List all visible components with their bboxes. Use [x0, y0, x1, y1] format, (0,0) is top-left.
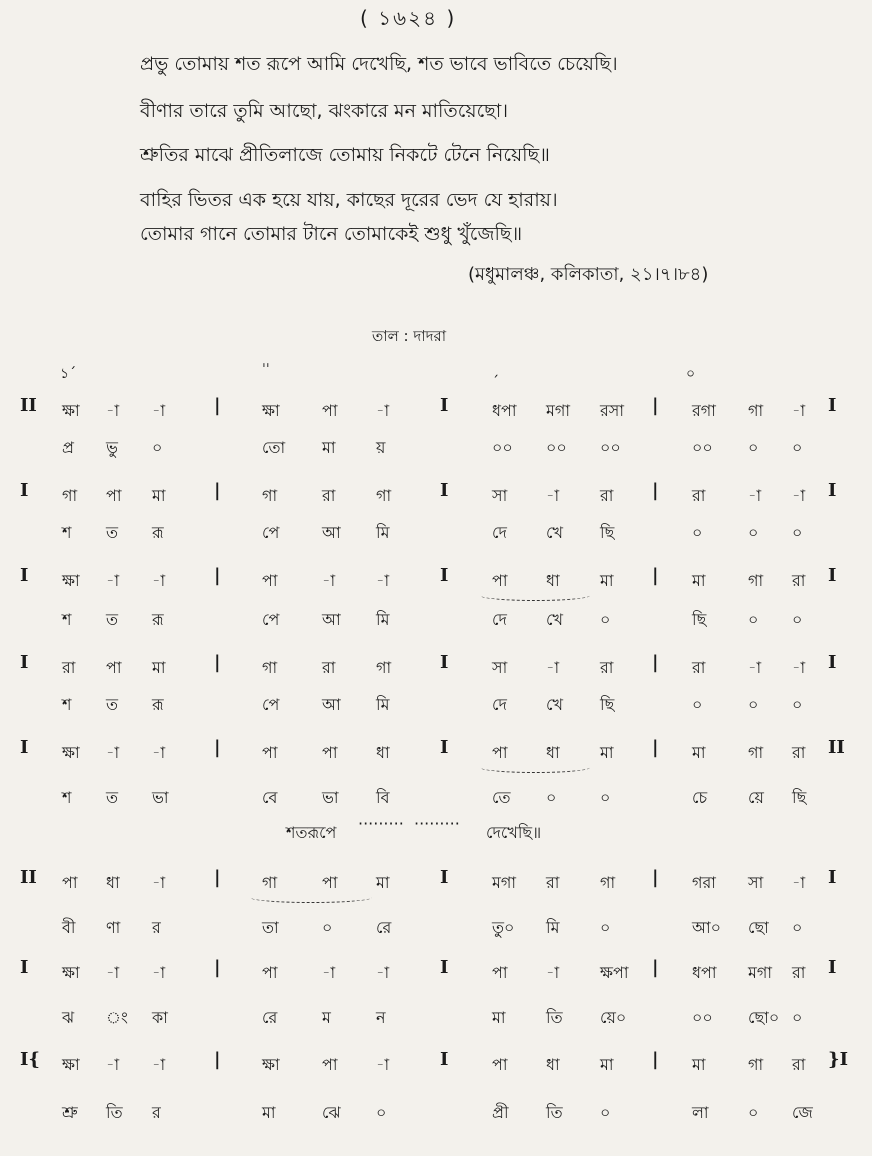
lyric-syllable: ০	[792, 1008, 803, 1027]
lyric-syllable: ০	[792, 438, 803, 457]
taal-label: তাল : দাদরা	[372, 327, 447, 345]
swara-note: গা	[748, 1055, 764, 1074]
lyric-syllable: ০	[600, 1103, 611, 1122]
lyric-syllable: ঝ	[62, 1008, 75, 1027]
lyric-syllable: ছি	[692, 610, 707, 629]
swara-note: রা	[600, 486, 614, 505]
barline: I	[20, 565, 29, 586]
barline: I	[440, 1049, 449, 1070]
lyric-syllable: দে	[492, 610, 507, 629]
swara-note: -া	[748, 486, 762, 505]
lyric-syllable: তু০	[492, 918, 515, 937]
swara-note: রগা	[692, 401, 716, 420]
beat-marker-2: ˈˈ	[262, 362, 270, 378]
swara-note: গা	[376, 486, 392, 505]
barline: I	[828, 565, 837, 586]
lyric-syllable-row	[0, 1100, 872, 1126]
swara-note: পা	[322, 401, 338, 420]
barline: |	[652, 867, 659, 888]
lyric-line-3: শ্রুতির মাঝে প্রীতিলাজে তোমায় নিকটে টেনে নিয়েছি॥	[140, 144, 550, 166]
swara-note: ধা	[546, 571, 560, 590]
swara-note: মা	[152, 658, 166, 677]
barline: |	[652, 957, 659, 978]
barline: I	[440, 480, 449, 501]
lyric-syllable: ত	[106, 610, 119, 629]
swara-note: রা	[792, 1055, 806, 1074]
lyric-syllable: ০	[600, 610, 611, 629]
barline: |	[652, 395, 659, 416]
swara-note: গা	[748, 743, 764, 762]
lyric-syllable: ০	[748, 438, 759, 457]
swara-note: গা	[748, 401, 764, 420]
lyric-syllable: খে	[546, 610, 563, 629]
lyric-syllable: পে	[262, 523, 280, 542]
lyric-syllable: ০	[692, 523, 703, 542]
swara-note: মা	[600, 1055, 614, 1074]
swara-row	[0, 480, 872, 509]
lyric-syllable: ০	[692, 695, 703, 714]
barline: I	[828, 480, 837, 501]
lyric-syllable: পে	[262, 695, 280, 714]
swara-note: গা	[262, 873, 278, 892]
lyric-syllable: ০	[546, 788, 557, 807]
lyric-syllable: রে	[262, 1008, 278, 1027]
swara-note: ক্ষা	[62, 401, 80, 420]
lyric-syllable: ০	[748, 1103, 759, 1122]
barline: I	[440, 565, 449, 586]
lyric-syllable: ০	[792, 918, 803, 937]
lyric-syllable: পে	[262, 610, 280, 629]
lyric-syllable: ণা	[106, 918, 121, 937]
refrain-dots-1: ·········	[358, 814, 404, 833]
lyric-syllable: ং	[106, 1008, 128, 1027]
lyric-syllable: ০০	[546, 438, 567, 457]
lyric-syllable: খে	[546, 523, 563, 542]
swara-note: রা	[62, 658, 76, 677]
swara-note: -া	[152, 571, 166, 590]
swara-note: মা	[600, 571, 614, 590]
swara-note: পা	[492, 743, 508, 762]
swara-note: সা	[492, 486, 508, 505]
swara-note: ক্ষা	[262, 1055, 280, 1074]
swara-note: -া	[792, 401, 806, 420]
barline: |	[214, 480, 221, 501]
lyric-syllable: ০	[600, 918, 611, 937]
lyric-syllable: রূ	[152, 523, 164, 542]
lyric-syllable: রূ	[152, 610, 164, 629]
lyric-syllable: র	[152, 918, 161, 937]
swara-note: রা	[692, 658, 706, 677]
lyric-syllable: ০	[322, 918, 333, 937]
refrain-label: শতরূপে	[286, 823, 337, 842]
barline: |	[214, 395, 221, 416]
barline: |	[652, 480, 659, 501]
lyric-syllable: ছো	[748, 918, 769, 937]
swara-note: -া	[106, 571, 120, 590]
swara-note: -া	[792, 486, 806, 505]
barline: I	[20, 737, 29, 758]
lyric-syllable-row	[0, 1005, 872, 1031]
lyric-syllable: ছি	[792, 788, 807, 807]
swara-note: মা	[692, 743, 706, 762]
swara-row	[0, 867, 872, 896]
lyric-syllable: ত	[106, 788, 119, 807]
swara-note: গা	[748, 571, 764, 590]
lyric-syllable: তে	[492, 788, 511, 807]
barline: I	[20, 480, 29, 501]
swara-note: সা	[492, 658, 508, 677]
lyric-syllable: য়ে০	[600, 1008, 627, 1027]
swara-note: গা	[376, 658, 392, 677]
lyric-syllable: ০	[748, 610, 759, 629]
barline: |	[214, 565, 221, 586]
meend-arc	[250, 892, 372, 903]
swara-note: পা	[62, 873, 78, 892]
lyric-syllable: ০	[600, 788, 611, 807]
barline: |	[214, 652, 221, 673]
lyric-syllable: শ	[62, 523, 72, 542]
barline: }I	[828, 1049, 848, 1070]
swara-row	[0, 957, 872, 986]
swara-note: -া	[152, 743, 166, 762]
swara-note: ধা	[546, 743, 560, 762]
barline: II	[20, 395, 37, 416]
lyric-syllable: ০	[792, 695, 803, 714]
swara-note: -া	[748, 658, 762, 677]
swara-note: -া	[106, 963, 120, 982]
barline: I	[440, 737, 449, 758]
lyric-syllable: ত	[106, 523, 119, 542]
lyric-syllable: তো	[262, 438, 286, 457]
lyric-syllable: রে	[376, 918, 392, 937]
lyric-syllable-row	[0, 435, 872, 461]
barline: I	[828, 957, 837, 978]
swara-note: -া	[322, 571, 336, 590]
swara-note: গরা	[692, 873, 716, 892]
composition-credit: (মধুমালঞ্চ, কলিকাতা, ২১।৭।৮৪)	[468, 264, 709, 285]
lyric-syllable: মা	[492, 1008, 506, 1027]
swara-note: রা	[322, 486, 336, 505]
lyric-syllable: প্রী	[492, 1103, 509, 1122]
lyric-syllable: তি	[546, 1008, 563, 1027]
lyric-syllable: মা	[322, 438, 336, 457]
beat-markers	[0, 362, 872, 386]
beat-marker-khali: ০	[686, 366, 696, 382]
swara-note: গা	[600, 873, 616, 892]
lyric-syllable: ০	[748, 523, 759, 542]
swara-note: ক্ষা	[62, 1055, 80, 1074]
lyric-syllable: লা	[692, 1103, 709, 1122]
swara-note: -া	[376, 1055, 390, 1074]
swara-note: রা	[792, 963, 806, 982]
lyric-syllable: য়	[376, 438, 386, 457]
swara-note: রা	[792, 571, 806, 590]
lyric-syllable: বে	[262, 788, 278, 807]
swara-note: ক্ষা	[62, 963, 80, 982]
lyric-syllable: আ	[322, 610, 341, 629]
lyric-syllable: য়ে	[748, 788, 764, 807]
swara-note: রা	[322, 658, 336, 677]
lyric-syllable: ছি	[600, 695, 615, 714]
lyric-syllable: মা	[262, 1103, 276, 1122]
lyric-syllable: ছো০	[748, 1008, 780, 1027]
beat-marker-3: ˏ	[492, 362, 499, 378]
swara-note: ক্ষপা	[600, 963, 629, 982]
lyric-syllable: ত	[106, 695, 119, 714]
barline: I	[828, 867, 837, 888]
lyric-syllable: জে	[792, 1103, 813, 1122]
lyric-syllable: ম	[322, 1008, 331, 1027]
lyric-syllable: শ	[62, 788, 72, 807]
lyric-line-4: বাহির ভিতর এক হয়ে যায়, কাছের দূরের ভেদ যে হারায়।	[140, 189, 558, 211]
lyric-syllable: ঝে	[322, 1103, 341, 1122]
lyric-syllable-row	[0, 520, 872, 546]
lyric-syllable: ০	[376, 1103, 387, 1122]
barline: |	[214, 957, 221, 978]
barline: |	[652, 652, 659, 673]
swara-note: পা	[322, 743, 338, 762]
barline: I	[440, 957, 449, 978]
meend-arc	[480, 590, 590, 601]
lyric-syllable: দে	[492, 523, 507, 542]
swara-note: -া	[322, 963, 336, 982]
swara-note: পা	[262, 963, 278, 982]
lyric-syllable: মি	[376, 695, 390, 714]
lyric-syllable-row	[0, 915, 872, 941]
swara-note: পা	[492, 571, 508, 590]
swara-note: -া	[152, 963, 166, 982]
swara-note: পা	[322, 1055, 338, 1074]
barline: I	[440, 395, 449, 416]
swara-note: -া	[792, 658, 806, 677]
swara-note: -া	[152, 401, 166, 420]
page-number: ( ১৬২৪ )	[360, 6, 457, 30]
lyric-syllable-row	[0, 785, 872, 811]
barline: I	[20, 957, 29, 978]
swara-note: গা	[262, 486, 278, 505]
swara-note: পা	[106, 486, 122, 505]
lyric-syllable: শ	[62, 610, 72, 629]
swara-note: মগা	[748, 963, 773, 982]
lyric-syllable: ০	[152, 438, 163, 457]
swara-row	[0, 395, 872, 424]
lyric-syllable: তি	[106, 1103, 123, 1122]
lyric-syllable: মি	[546, 918, 560, 937]
swara-note: -া	[546, 658, 560, 677]
barline: I	[440, 652, 449, 673]
lyric-syllable: ভা	[322, 788, 339, 807]
lyric-syllable: র	[152, 1103, 161, 1122]
barline: |	[214, 867, 221, 888]
swara-row	[0, 565, 872, 594]
lyric-syllable-row	[0, 692, 872, 718]
swara-note: সা	[748, 873, 764, 892]
swara-note: ধা	[106, 873, 120, 892]
swara-note: ধা	[546, 1055, 560, 1074]
swara-note: গা	[262, 658, 278, 677]
lyric-syllable: দে	[492, 695, 507, 714]
swara-row	[0, 1049, 872, 1078]
swara-note: মগা	[546, 401, 571, 420]
swara-note: রা	[792, 743, 806, 762]
swara-row	[0, 652, 872, 681]
lyric-syllable: বী	[62, 918, 76, 937]
lyric-syllable: ০	[748, 695, 759, 714]
swara-note: মগা	[492, 873, 517, 892]
swara-note: রা	[600, 658, 614, 677]
barline: I{	[20, 1049, 40, 1070]
swara-note: মা	[692, 571, 706, 590]
barline: |	[214, 737, 221, 758]
lyric-syllable: ন	[376, 1008, 386, 1027]
swara-note: পা	[262, 571, 278, 590]
lyric-syllable: প্র	[62, 438, 74, 457]
swara-note: পা	[492, 963, 508, 982]
swara-note: -া	[376, 571, 390, 590]
swara-note: -া	[152, 1055, 166, 1074]
swara-note: -া	[106, 1055, 120, 1074]
swara-note: -া	[152, 873, 166, 892]
lyric-syllable: তি	[546, 1103, 563, 1122]
swara-note: পা	[106, 658, 122, 677]
swara-note: গা	[62, 486, 78, 505]
swara-note: ক্ষা	[262, 401, 280, 420]
swara-note: মা	[376, 873, 390, 892]
lyric-syllable: মি	[376, 610, 390, 629]
swara-note: পা	[492, 1055, 508, 1074]
lyric-syllable-row	[0, 607, 872, 633]
lyric-syllable: খে	[546, 695, 563, 714]
lyric-syllable: শ্রু	[62, 1103, 78, 1122]
lyric-syllable: কা	[152, 1008, 168, 1027]
refrain-dots-2: ·········	[414, 814, 460, 833]
swara-note: ধপা	[692, 963, 717, 982]
lyric-syllable: আ	[322, 695, 341, 714]
lyric-syllable: ভা	[152, 788, 169, 807]
lyric-syllable: চে	[692, 788, 708, 807]
swara-note: -া	[376, 963, 390, 982]
barline: II	[20, 867, 37, 888]
lyric-syllable: ভু	[106, 438, 118, 457]
lyric-line-2: বীণার তারে তুমি আছো, ঝংকারে মন মাতিয়েছো।	[140, 100, 509, 122]
lyric-syllable: ০	[792, 610, 803, 629]
swara-note: -া	[106, 401, 120, 420]
beat-marker-sam: ১´	[60, 366, 77, 382]
barline: I	[20, 652, 29, 673]
swara-row	[0, 737, 872, 766]
swara-note: -া	[106, 743, 120, 762]
swara-note: মা	[152, 486, 166, 505]
lyric-line-1: প্রভু তোমায় শত রূপে আমি দেখেছি, শত ভাবে ভাবিতে চেয়েছি।	[140, 53, 618, 75]
barline: II	[828, 737, 845, 758]
barline: |	[652, 565, 659, 586]
swara-note: ক্ষা	[62, 743, 80, 762]
swara-note: রা	[546, 873, 560, 892]
lyric-syllable: ০০	[692, 1008, 713, 1027]
swara-note: মা	[600, 743, 614, 762]
lyric-syllable: ছি	[600, 523, 615, 542]
barline: |	[214, 1049, 221, 1070]
barline: I	[440, 867, 449, 888]
swara-note: ধপা	[492, 401, 517, 420]
refrain-end: দেখেছি॥	[486, 823, 542, 842]
lyric-syllable: বি	[376, 788, 390, 807]
lyric-syllable: তা	[262, 918, 279, 937]
lyric-syllable: ০	[792, 523, 803, 542]
barline: I	[828, 652, 837, 673]
swara-note: পা	[322, 873, 338, 892]
lyric-syllable: ০০	[492, 438, 513, 457]
lyric-syllable: ০০	[692, 438, 713, 457]
lyric-syllable: শ	[62, 695, 72, 714]
barline: |	[652, 1049, 659, 1070]
lyric-syllable: রূ	[152, 695, 164, 714]
swara-note: -া	[792, 873, 806, 892]
meend-arc	[480, 762, 590, 773]
swara-note: -া	[376, 401, 390, 420]
lyric-line-5: তোমার গানে তোমার টানে তোমাকেই শুধু খুঁজেছি॥	[140, 223, 523, 245]
swara-note: -া	[546, 486, 560, 505]
swara-note: ক্ষা	[62, 571, 80, 590]
barline: |	[652, 737, 659, 758]
swara-note: ধা	[376, 743, 390, 762]
swara-note: মা	[692, 1055, 706, 1074]
swara-note: রসা	[600, 401, 625, 420]
lyric-syllable: আ০	[692, 918, 722, 937]
barline: I	[828, 395, 837, 416]
lyric-syllable: আ	[322, 523, 341, 542]
swara-note: -া	[546, 963, 560, 982]
swara-note: পা	[262, 743, 278, 762]
swara-note: রা	[692, 486, 706, 505]
lyric-syllable: মি	[376, 523, 390, 542]
lyric-syllable: ০০	[600, 438, 621, 457]
